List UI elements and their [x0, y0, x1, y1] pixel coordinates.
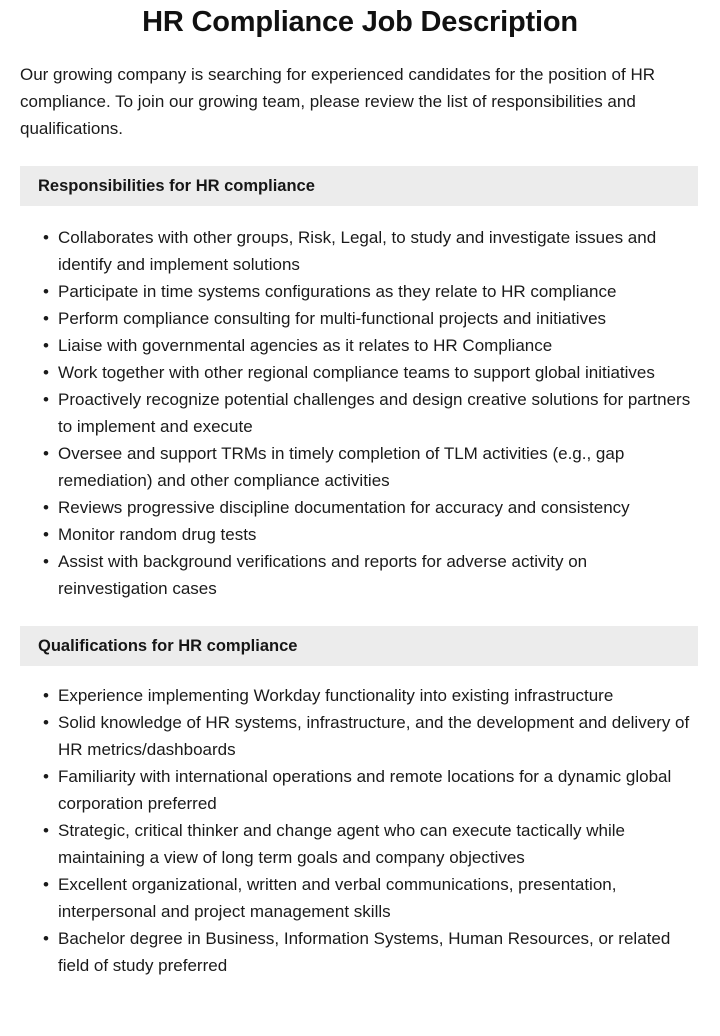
- list-item: • Excellent organizational, written and verbal communications, presentation, interpersonal and project management skills: [20, 871, 700, 925]
- list-item: • Participate in time systems configurations as they relate to HR compliance: [20, 278, 700, 305]
- section-responsibilities: [0, 166, 720, 602]
- job-description-page: [0, 6, 720, 1015]
- list-item: • Bachelor degree in Business, Information Systems, Human Resources, or related field of study preferred: [20, 925, 700, 979]
- list-item: • Assist with background verifications and reports for adverse activity on reinvestigation cases: [20, 548, 700, 602]
- list-item: • Collaborates with other groups, Risk, Legal, to study and investigate issues and identify and implement solutions: [20, 224, 700, 278]
- bottom-spacer: [0, 979, 720, 1015]
- list-item: • Monitor random drug tests: [20, 521, 700, 548]
- section-qualifications: [0, 626, 720, 979]
- list-item: • Liaise with governmental agencies as it relates to HR Compliance: [20, 332, 700, 359]
- list-item: • Solid knowledge of HR systems, infrastructure, and the development and delivery of HR metrics/dashboards: [20, 709, 700, 763]
- list-item: • Strategic, critical thinker and change agent who can execute tactically while maintaining a view of long term goals and company objectives: [20, 817, 700, 871]
- list-item: • Oversee and support TRMs in timely completion of TLM activities (e.g., gap remediation) and other compliance activities: [20, 440, 700, 494]
- list-item: • Work together with other regional compliance teams to support global initiatives: [20, 359, 700, 386]
- section-heading-qualifications: Qualifications for HR compliance: [20, 626, 698, 666]
- list-item: • Proactively recognize potential challenges and design creative solutions for partners to implement and execute: [20, 386, 700, 440]
- list-item: • Experience implementing Workday functionality into existing infrastructure: [20, 682, 700, 709]
- responsibilities-list: [20, 224, 700, 602]
- list-item: • Reviews progressive discipline documentation for accuracy and consistency: [20, 494, 700, 521]
- list-item: • Familiarity with international operations and remote locations for a dynamic global corporation preferred: [20, 763, 700, 817]
- intro-paragraph: Our growing company is searching for experienced candidates for the position of HR compliance. To join our growing team, please review the list of responsibilities and qualifications.: [20, 65, 656, 139]
- page-title: HR Compliance Job Description: [142, 6, 578, 38]
- qualifications-list: [20, 682, 700, 979]
- list-item: • Perform compliance consulting for multi-functional projects and initiatives: [20, 305, 700, 332]
- section-heading-responsibilities: Responsibilities for HR compliance: [20, 166, 698, 206]
